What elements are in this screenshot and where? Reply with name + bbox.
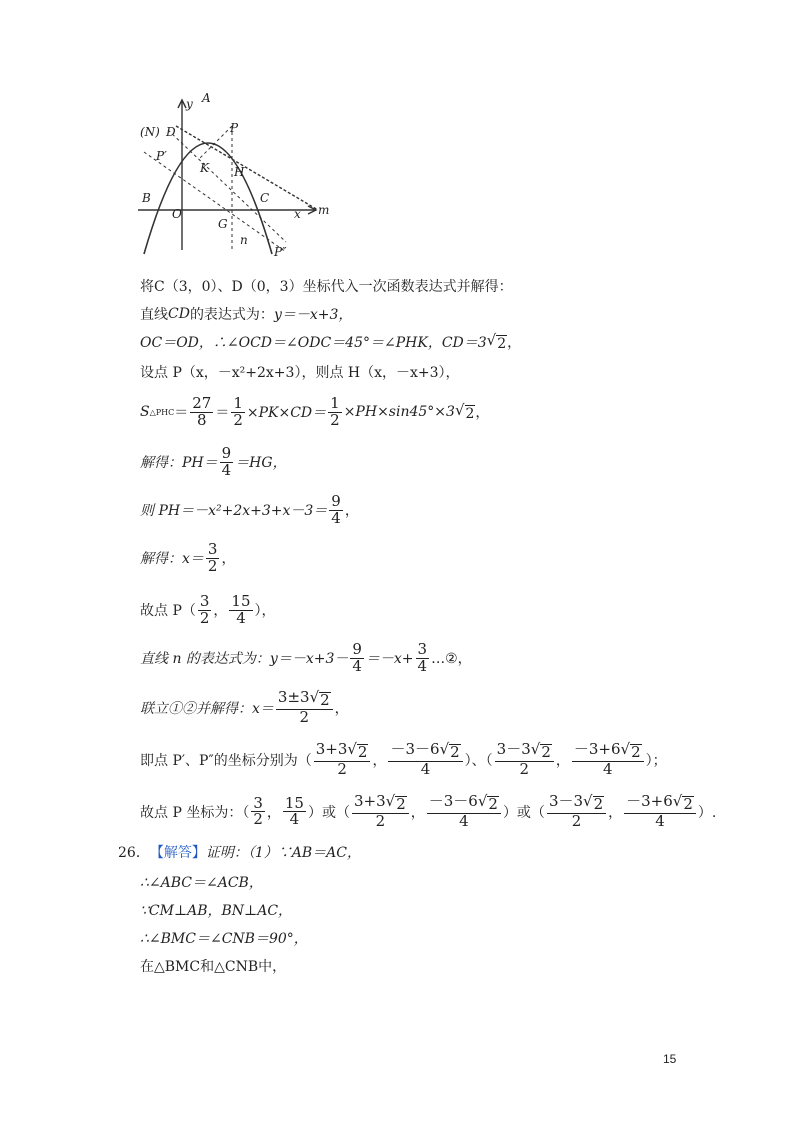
fraction: $\frac{3}{2}$ [207, 540, 218, 575]
label-p: P [230, 121, 239, 135]
text: 在△BMC和△CNB中， [140, 959, 287, 975]
label-h: H [234, 165, 245, 179]
label-p2: P″ [274, 245, 287, 259]
text: 的表达式为： [189, 307, 274, 323]
label-d: D [166, 125, 176, 139]
text: ， [344, 503, 359, 520]
fraction: $\frac{3}{4}$ [417, 640, 428, 675]
line-18 [140, 956, 286, 976]
fraction: $\frac{3}{2}$ [199, 592, 210, 627]
text: ）； [645, 752, 667, 769]
text: 故点 P 坐标为：（ [140, 804, 250, 821]
text: ， [213, 603, 228, 620]
text: ＝HG， [235, 455, 287, 472]
line-14 [118, 842, 361, 862]
question-number: 26． [118, 845, 150, 861]
text: ∵CM⊥AB，BN⊥AC， [140, 903, 293, 919]
text: y＝－x+3， [273, 307, 353, 323]
fraction: －3+6 √ 2 4 [624, 794, 696, 830]
text: 解得：x＝ [140, 551, 204, 568]
sqrt-expr: √ 2 [486, 330, 507, 352]
text: 将C（3，0）、D（0，3）坐标代入一次函数表达式并解得： [140, 279, 513, 295]
line-15 [140, 872, 263, 892]
fraction: $\frac{15}{4}$ [231, 592, 251, 627]
text: 设点 P（x，－x²+2x+3），则点 H（x，－x+3）， [140, 365, 460, 381]
line-m [176, 126, 318, 210]
line-6 [140, 446, 287, 479]
text: ×PH×sin45°×3 [343, 404, 455, 421]
fraction: $\frac{15}{4}$ [284, 793, 304, 829]
line-10 [140, 642, 472, 675]
fraction: 3+3 √ 2 2 [314, 742, 371, 778]
text: ， [221, 551, 236, 568]
answer-tag: 【解答】 [149, 845, 206, 861]
text: ， [266, 804, 281, 821]
fraction: $\frac{9}{4}$ [352, 640, 362, 675]
text: ， [334, 700, 349, 717]
text: ）. [697, 804, 717, 821]
text: 即点 P′、P″的坐标分别为（ [140, 752, 312, 769]
parabola-figure [136, 92, 336, 262]
text: ）、（ [464, 752, 493, 769]
text: ∴∠BMC＝∠CNB＝90°， [140, 931, 308, 947]
label-c: C [260, 191, 270, 205]
fraction: －3－6 √ 2 4 [427, 794, 501, 830]
fraction: －3－6 √ 2 4 [388, 742, 462, 778]
text: ， [507, 335, 522, 351]
fraction: 3－3 √ 2 2 [495, 742, 554, 778]
text: ， [608, 804, 623, 821]
line-1 [140, 276, 513, 296]
text: CD [168, 306, 190, 322]
text: 则 PH＝－x²+2x+3+x－3＝ [140, 503, 328, 520]
line-17 [140, 928, 308, 948]
text: 证明：（1）∵AB＝AC， [205, 845, 361, 861]
line-12 [140, 742, 667, 778]
text: ）或（ [307, 804, 350, 821]
text: 直线 [140, 307, 168, 323]
text: S [140, 404, 150, 421]
fraction: 3±3 √ 2 2 [276, 690, 333, 726]
label-o: O [172, 207, 182, 221]
label-nline: n [240, 233, 248, 247]
fraction: $\frac{9}{4}$ [221, 444, 232, 479]
label-g: G [218, 217, 228, 231]
text: ）或（ [502, 804, 545, 821]
line-4 [140, 362, 460, 382]
text: …②， [431, 651, 472, 668]
label-a: A [202, 92, 211, 105]
text: OC＝OD，∴∠OCD＝∠ODC＝45°＝∠PHK，CD＝3 [140, 335, 487, 351]
text: ×PK×CD＝ [246, 405, 327, 422]
text: ， [372, 752, 387, 769]
label-p1: P′ [156, 149, 167, 163]
line-16 [140, 900, 292, 920]
text: 直线 n 的表达式为：y＝－x+3－ [140, 651, 349, 668]
line-13 [140, 794, 716, 830]
label-b: B [142, 191, 151, 205]
line-7 [140, 494, 359, 527]
line-8 [140, 542, 235, 575]
label-y: y [186, 97, 193, 111]
fraction: $\frac{27}{8}$ [192, 394, 212, 429]
sqrt-expr: √ 2 [454, 400, 475, 422]
fraction: $\frac{1}{2}$ [233, 394, 243, 429]
text: ， [410, 804, 425, 821]
subscript: △PHC [149, 407, 175, 417]
text: ＝－x+ [365, 651, 414, 668]
text: ， [475, 405, 490, 422]
line-11 [140, 690, 349, 726]
fraction: －3+6 √ 2 4 [572, 742, 644, 778]
fraction: $\frac{9}{4}$ [331, 492, 341, 527]
line-9 [140, 594, 276, 627]
label-k: K [200, 161, 209, 175]
text: ∴∠ABC＝∠ACB， [140, 875, 263, 891]
fraction: $\frac{3}{2}$ [253, 793, 263, 829]
text: 联立①②并解得：x＝ [140, 700, 274, 717]
text: 故点 P（ [140, 603, 196, 620]
fraction: 3－3 √ 2 2 [547, 794, 606, 830]
fraction: 3+3 √ 2 2 [352, 794, 409, 830]
line-2 [140, 304, 352, 324]
line-3 [140, 332, 521, 352]
line-5 [140, 396, 489, 429]
label-n: (N) [140, 125, 160, 139]
page-number: 15 [663, 1052, 677, 1066]
text: 解得：PH＝ [140, 455, 218, 472]
text: ）， [254, 603, 276, 620]
text: ＝ [215, 405, 230, 422]
label-x: x [294, 207, 301, 221]
text: ＝ [174, 405, 189, 422]
label-m: m [318, 203, 330, 217]
text: ， [555, 752, 570, 769]
fraction: $\frac{1}{2}$ [330, 394, 340, 429]
